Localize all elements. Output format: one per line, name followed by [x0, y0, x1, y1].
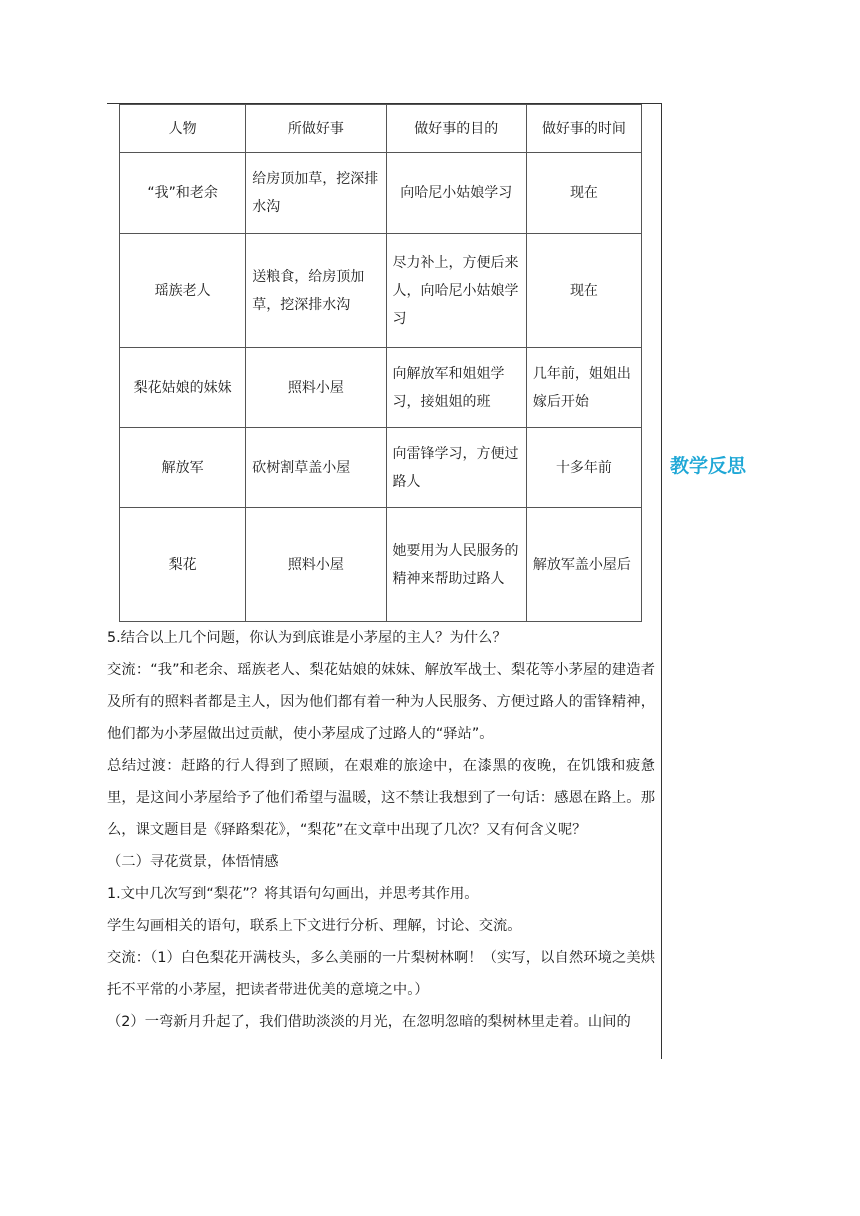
table-cell: 十多年前	[526, 428, 641, 508]
table-cell: 她要用为人民服务的精神来帮助过路人	[386, 508, 526, 622]
table-cell: 几年前，姐姐出嫁后开始	[526, 348, 641, 428]
table-cell: 现在	[526, 153, 641, 234]
table-cell: 给房顶加草，挖深排水沟	[246, 153, 386, 234]
table-header-cell: 做好事的目的	[386, 105, 526, 153]
discussion-paragraph: 交流：（1）白色梨花开满枝头，多么美丽的一片梨树林啊！（实写，以自然环境之美烘托不平常的小茅屋，把读者带进优美的意境之中。）	[107, 950, 655, 998]
lesson-body	[107, 622, 655, 1038]
table-cell: 送粮食，给房顶加草，挖深排水沟	[246, 234, 386, 348]
table-cell: 尽力补上，方便后来人，向哈尼小姑娘学习	[386, 234, 526, 348]
table-cell: 瑶族老人	[120, 234, 246, 348]
table-cell: 向哈尼小姑娘学习	[386, 153, 526, 234]
table-cell: 向解放军和姐姐学习，接姐姐的班	[386, 348, 526, 428]
table-header-row	[120, 105, 642, 153]
good-deeds-table	[119, 104, 642, 622]
section-heading: （二）寻花赏景，体悟情感	[107, 854, 279, 870]
table-header-cell: 做好事的时间	[526, 105, 641, 153]
table-row	[120, 234, 642, 348]
table-cell: 现在	[526, 234, 641, 348]
table-header-cell: 所做好事	[246, 105, 386, 153]
table-row	[120, 428, 642, 508]
table-cell: 解放军盖小屋后	[526, 508, 641, 622]
table-cell: 向雷锋学习，方便过路人	[386, 428, 526, 508]
question-paragraph: 5.结合以上几个问题，你认为到底谁是小茅屋的主人？为什么？	[107, 630, 507, 646]
table-cell: 照料小屋	[246, 508, 386, 622]
teaching-reflection-label: 教学反思	[670, 455, 747, 477]
table-row	[120, 508, 642, 622]
discussion-paragraph: （2）一弯新月升起了，我们借助淡淡的月光，在忽明忽暗的梨树林里走着。山间的	[107, 1014, 631, 1030]
table-cell: 梨花姑娘的妹妹	[120, 348, 246, 428]
table-header-cell: 人物	[120, 105, 246, 153]
question-paragraph: 1.文中几次写到“梨花”？将其语句勾画出，并思考其作用。	[107, 886, 479, 902]
table-cell: 解放军	[120, 428, 246, 508]
discussion-paragraph: 交流：“我”和老余、瑶族老人、梨花姑娘的妹妹、解放军战士、梨花等小茅屋的建造者及所有的照料者都是主人，因为他们都有着一种为人民服务、方便过路人的雷锋精神，他们都为小茅屋做出过贡献，使小茅屋成了过路人的“驿站”。	[107, 662, 655, 742]
table-cell: 照料小屋	[246, 348, 386, 428]
instruction-paragraph: 学生勾画相关的语句，联系上下文进行分析、理解，讨论、交流。	[107, 918, 522, 934]
summary-paragraph: 总结过渡：赶路的行人得到了照顾，在艰难的旅途中，在漆黑的夜晚，在饥饿和疲惫里，是这间小茅屋给予了他们希望与温暖，这不禁让我想到了一句话：感恩在路上。那么，课文题目是《驿路梨花》，“梨花”在文章中出现了几次？又有何含义呢？	[107, 758, 655, 838]
table-row	[120, 153, 642, 234]
table-cell: 砍树割草盖小屋	[246, 428, 386, 508]
table-row	[120, 348, 642, 428]
table-cell: “我”和老余	[120, 153, 246, 234]
table-cell: 梨花	[120, 508, 246, 622]
frame-right-border	[661, 103, 662, 1059]
